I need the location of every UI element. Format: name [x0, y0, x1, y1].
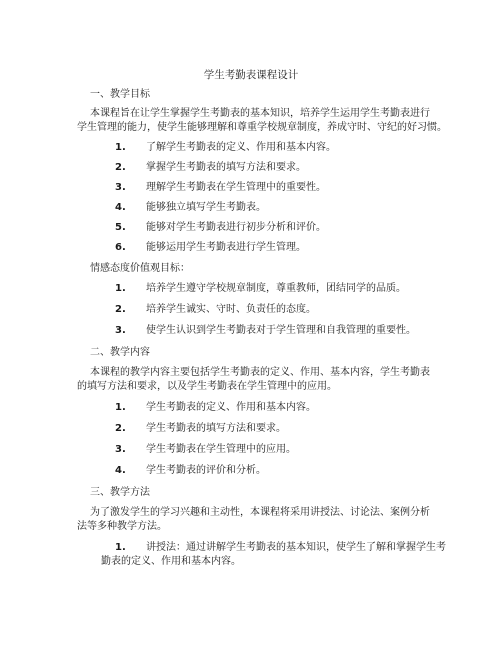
- paragraph-line: 学生管理的能力，使学生能够理解和尊重学校规章制度，养成守时、守纪的好习惯。: [77, 122, 447, 133]
- list-item-text: 学生考勤表在学生管理中的应用。: [146, 444, 296, 455]
- subheading-values: 情感态度价值观目标：: [90, 263, 190, 274]
- paragraph-line: 本课程旨在让学生掌握学生考勤表的基本知识，培养学生运用学生考勤表进行: [90, 108, 430, 119]
- paragraph-line: 的填写方法和要求，以及学生考勤表在学生管理中的应用。: [77, 381, 337, 392]
- paragraph-line: 法等多种教学方法。: [77, 521, 167, 532]
- list-item-text: 使学生认识到学生考勤表对于学生管理和自我管理的重要性。: [146, 325, 416, 336]
- list-item-number: 3.: [115, 444, 126, 455]
- list-item-text: 培养学生遵守学校规章制度，尊重教师，团结同学的品质。: [146, 283, 406, 294]
- list-item-text: 能够对学生考勤表进行初步分析和评价。: [146, 222, 326, 233]
- list-item-number: 4.: [115, 202, 126, 213]
- list-item-text: 培养学生诚实、守时、负责任的态度。: [146, 304, 316, 315]
- list-item-text: 学生考勤表的评价和分析。: [146, 465, 266, 476]
- section-heading-methods: 三、教学方法: [90, 487, 150, 498]
- list-item-number: 1.: [115, 283, 126, 294]
- document-title: 学生考勤表课程设计: [203, 69, 299, 81]
- list-item-number: 1.: [115, 142, 126, 153]
- list-item-text: 理解学生考勤表在学生管理中的重要性。: [146, 182, 326, 193]
- list-item-text: 能够运用学生考勤表进行学生管理。: [146, 242, 306, 253]
- list-item-number: 2.: [115, 304, 126, 315]
- list-item-text: 了解学生考勤表的定义、作用和基本内容。: [146, 142, 336, 153]
- list-item-number: 1.: [115, 402, 126, 413]
- section-heading-content: 二、教学内容: [90, 347, 150, 358]
- list-item-number: 1.: [115, 542, 126, 553]
- list-item-text: 讲授法：通过讲解学生考勤表的基本知识，使学生了解和掌握学生考: [146, 542, 446, 553]
- list-item-number: 6.: [115, 242, 126, 253]
- list-item-number: 4.: [115, 465, 126, 476]
- list-item-number: 3.: [115, 325, 126, 336]
- list-item-text: 学生考勤表的填写方法和要求。: [146, 423, 286, 434]
- paragraph-line: 为了激发学生的学习兴趣和主动性，本课程将采用讲授法、讨论法、案例分析: [90, 507, 430, 518]
- paragraph-line: 本课程的教学内容主要包括学生考勤表的定义、作用、基本内容，学生考勤表: [90, 367, 430, 378]
- list-item-number: 5.: [115, 222, 126, 233]
- list-item-number: 2.: [115, 423, 126, 434]
- section-heading-objectives: 一、教学目标: [90, 89, 150, 100]
- list-item-number: 3.: [115, 182, 126, 193]
- list-item-text: 掌握学生考勤表的填写方法和要求。: [146, 162, 306, 173]
- list-item-text-continued: 勤表的定义、作用和基本内容。: [101, 556, 241, 567]
- list-item-text: 能够独立填写学生考勤表。: [146, 202, 266, 213]
- list-item-text: 学生考勤表的定义、作用和基本内容。: [146, 402, 316, 413]
- list-item-number: 2.: [115, 162, 126, 173]
